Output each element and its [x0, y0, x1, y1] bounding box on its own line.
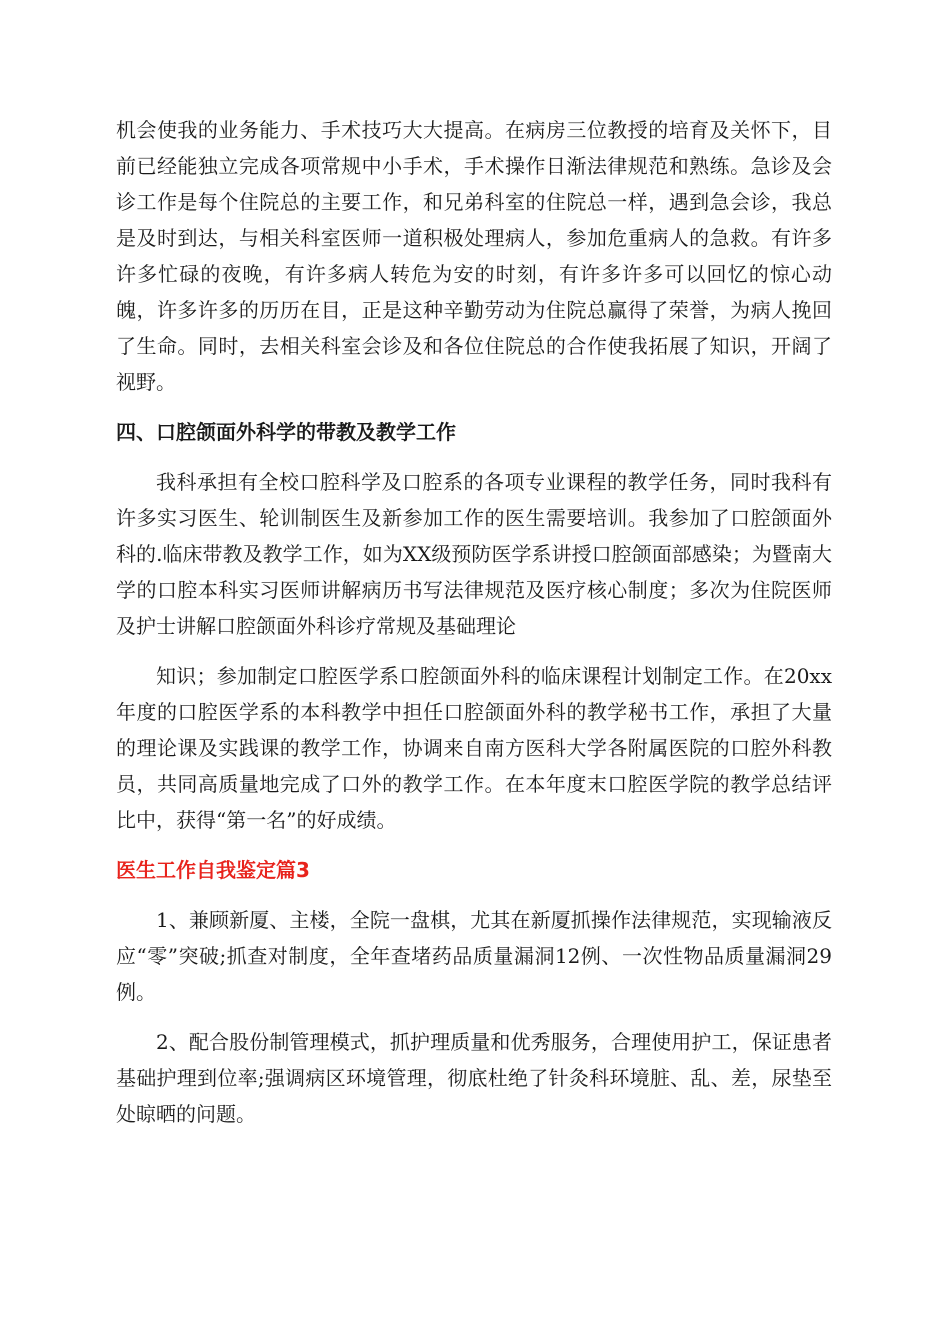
paragraph-item-1: 1、兼顾新厦、主楼，全院一盘棋，尤其在新厦抓操作法律规范，实现输液反应“零”突破;抓查对制度，全年查堵药品质量漏洞12例、一次性物品质量漏洞29例。: [116, 908, 832, 1004]
section-heading-teaching: 四、口腔颌面外科学的带教及教学工作: [116, 420, 456, 444]
paragraph-gap: [116, 838, 832, 852]
paragraph-gap: [116, 1010, 832, 1024]
paragraph-residency-work: 机会使我的业务能力、手术技巧大大提高。在病房三位教授的培育及关怀下，目前已经能独立完成各项常规中小手术，手术操作日渐法律规范和熟练。急诊及会诊工作是每个住院总的主要工作，和兄弟科室的住院总一样，遇到急会诊，我总是及时到达，与相关科室医师一道积极处理病人，参加危重病人的急救。有许多许多忙碌的夜晚，有许多病人转危为安的时刻，有许多许多可以回忆的惊心动魄，许多许多的历历在目，正是这种辛勤劳动为住院总赢得了荣誉，为病人挽回了生命。同时，去相关科室会诊及和各位住院总的合作使我拓展了知识，开阔了视野。: [116, 118, 832, 394]
section-heading-appraisal-3: 医生工作自我鉴定篇3: [116, 858, 310, 882]
paragraph-gap: [116, 450, 832, 464]
paragraph-item-2: 2、配合股份制管理模式，抓护理质量和优秀服务，合理使用护工，保证患者基础护理到位率;强调病区环境管理，彻底杜绝了针灸科环境脏、乱、差，尿垫至处晾晒的问题。: [116, 1030, 832, 1126]
paragraph-teaching-knowledge: 知识；参加制定口腔医学系口腔颌面外科的临床课程计划制定工作。在20xx年度的口腔医学系的本科教学中担任口腔颌面外科的教学秘书工作，承担了大量的理论课及实践课的教学工作，协调来自南方医科大学各附属医院的口腔外科教员，共同高质量地完成了口外的教学工作。在本年度末口腔医学院的教学总结评比中，获得“第一名”的好成绩。: [116, 664, 832, 832]
paragraph-gap: [116, 888, 832, 902]
document-body: [116, 112, 832, 1132]
paragraph-gap: [116, 644, 832, 658]
paragraph-teaching-duties: 我科承担有全校口腔科学及口腔系的各项专业课程的教学任务，同时我科有许多实习医生、轮训制医生及新参加工作的医生需要培训。我参加了口腔颌面外科的.临床带教及教学工作，如为XX级预防医学系讲授口腔颌面部感染；为暨南大学的口腔本科实习医师讲解病历书写法律规范及医疗核心制度；多次为住院医师及护士讲解口腔颌面外科诊疗常规及基础理论: [116, 470, 832, 638]
paragraph-gap: [116, 400, 832, 414]
